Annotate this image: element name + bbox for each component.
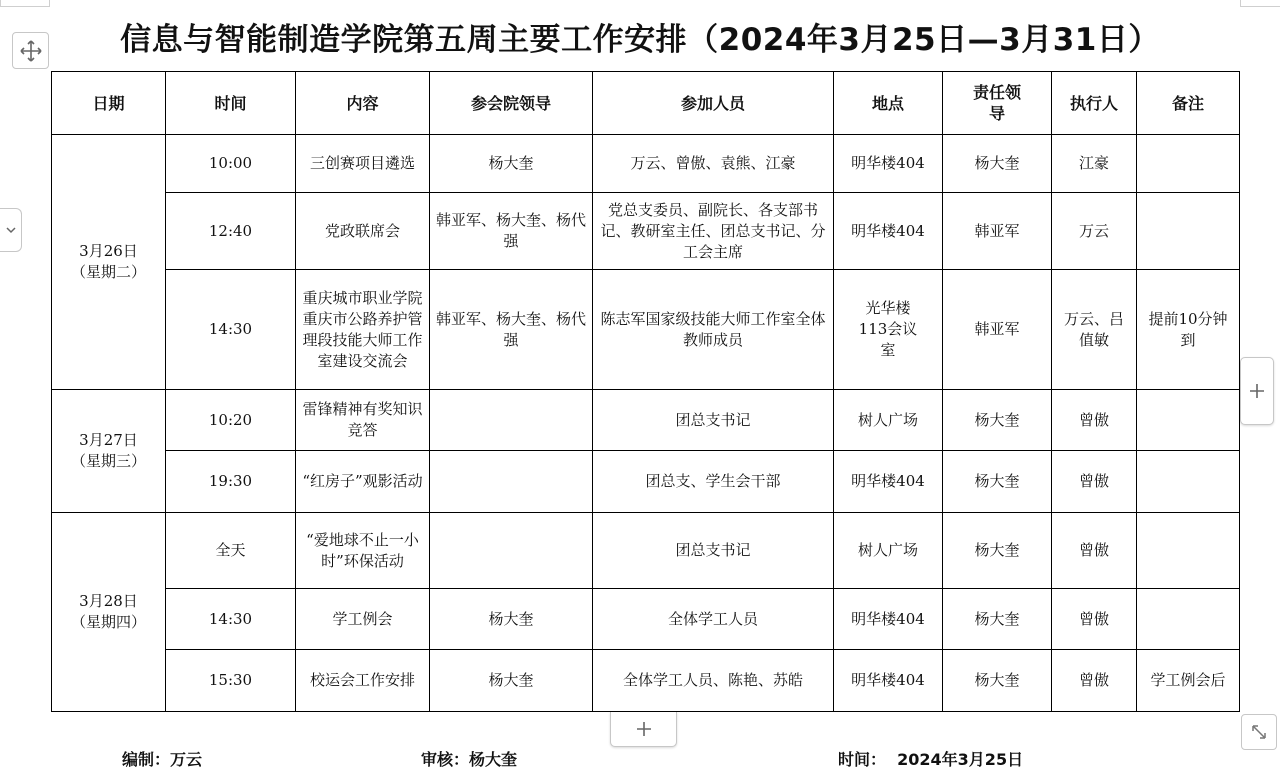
date-cell: 3月26日 （星期二） [52, 135, 166, 390]
time-cell: 10:20 [166, 390, 296, 451]
responsible-cell: 杨大奎 [943, 390, 1052, 451]
executor-cell: 江豪 [1052, 135, 1137, 193]
remarks-cell [1137, 135, 1240, 193]
responsible-cell: 杨大奎 [943, 650, 1052, 712]
page-title: 信息与智能制造学院第五周主要工作安排（2024年3月25日—3月31日） [120, 22, 1160, 58]
executor-cell: 曾傲 [1052, 513, 1137, 589]
page-edge-right [1240, 0, 1280, 7]
remarks-cell [1137, 589, 1240, 650]
add-column-button[interactable] [1240, 357, 1274, 425]
chevron-down-icon [5, 224, 17, 236]
remarks-cell [1137, 513, 1240, 589]
content-cell: 三创赛项目遴选 [296, 135, 430, 193]
leaders-cell [430, 390, 593, 451]
location-cell: 树人广场 [834, 513, 943, 589]
executor-cell: 万云 [1052, 193, 1137, 270]
leaders-cell [430, 451, 593, 513]
header-leaders: 参会院领导 [430, 72, 593, 135]
plus-icon [1248, 382, 1266, 400]
participants-cell: 团总支书记 [593, 390, 834, 451]
table-header-row [52, 72, 1240, 135]
content-cell: “红房子”观影活动 [296, 451, 430, 513]
responsible-cell: 杨大奎 [943, 513, 1052, 589]
executor-cell: 万云、吕值敏 [1052, 270, 1137, 390]
leaders-cell: 韩亚军、杨大奎、杨代强 [430, 270, 593, 390]
executor-cell: 曾傲 [1052, 390, 1137, 451]
table-row [52, 650, 1240, 712]
time-cell: 10:00 [166, 135, 296, 193]
time-cell: 12:40 [166, 193, 296, 270]
location-cell: 明华楼404 [834, 650, 943, 712]
executor-cell: 曾傲 [1052, 589, 1137, 650]
location-cell: 明华楼404 [834, 589, 943, 650]
table-row [52, 390, 1240, 451]
leaders-cell [430, 513, 593, 589]
time-cell: 14:30 [166, 589, 296, 650]
content-cell: 校运会工作安排 [296, 650, 430, 712]
header-responsible: 责任领导 [943, 72, 1052, 135]
table-row [52, 513, 1240, 589]
remarks-cell: 学工例会后 [1137, 650, 1240, 712]
leaders-cell: 杨大奎 [430, 135, 593, 193]
participants-cell: 团总支、学生会干部 [593, 451, 834, 513]
header-executor: 执行人 [1052, 72, 1137, 135]
executor-cell: 曾傲 [1052, 451, 1137, 513]
leaders-cell: 杨大奎 [430, 589, 593, 650]
header-time: 时间 [166, 72, 296, 135]
time-cell: 15:30 [166, 650, 296, 712]
table-row [52, 270, 1240, 390]
date-cell: 3月28日 （星期四） [52, 513, 166, 712]
participants-cell: 团总支书记 [593, 513, 834, 589]
participants-cell: 全体学工人员 [593, 589, 834, 650]
leaders-cell: 杨大奎 [430, 650, 593, 712]
content-cell: 重庆城市职业学院 重庆市公路养护管理段技能大师工作室建设交流会 [296, 270, 430, 390]
participants-cell: 陈志军国家级技能大师工作室全体教师成员 [593, 270, 834, 390]
header-remarks: 备注 [1137, 72, 1240, 135]
resize-diagonal-icon [1249, 722, 1269, 742]
time-cell: 全天 [166, 513, 296, 589]
table-row [52, 451, 1240, 513]
location-cell: 明华楼404 [834, 135, 943, 193]
date-cell: 3月27日 （星期三） [52, 390, 166, 513]
table-resize-handle[interactable] [1241, 714, 1277, 750]
executor-cell: 曾傲 [1052, 650, 1137, 712]
table-row [52, 589, 1240, 650]
content-cell: 党政联席会 [296, 193, 430, 270]
responsible-cell: 韩亚军 [943, 270, 1052, 390]
collapse-toggle[interactable] [0, 208, 22, 252]
remarks-cell [1137, 390, 1240, 451]
time-cell: 14:30 [166, 270, 296, 390]
time-cell: 19:30 [166, 451, 296, 513]
header-location: 地点 [834, 72, 943, 135]
footer-date: 时间： 2024年3月25日 [838, 750, 1024, 769]
participants-cell: 党总支委员、副院长、各支部书记、教研室主任、团总支书记、分工会主席 [593, 193, 834, 270]
add-row-button[interactable] [610, 712, 677, 747]
responsible-cell: 杨大奎 [943, 451, 1052, 513]
location-cell: 明华楼404 [834, 451, 943, 513]
responsible-cell: 杨大奎 [943, 589, 1052, 650]
content-cell: 学工例会 [296, 589, 430, 650]
remarks-cell [1137, 193, 1240, 270]
header-content: 内容 [296, 72, 430, 135]
footer-reviewer: 审核：杨大奎 [421, 750, 518, 769]
schedule-table [51, 71, 1240, 712]
location-cell: 明华楼404 [834, 193, 943, 270]
content-cell: 雷锋精神有奖知识竞答 [296, 390, 430, 451]
table-row [52, 135, 1240, 193]
leaders-cell: 韩亚军、杨大奎、杨代强 [430, 193, 593, 270]
footer-editor: 编制：万云 [122, 750, 203, 769]
responsible-cell: 韩亚军 [943, 193, 1052, 270]
table-row [52, 193, 1240, 270]
header-date: 日期 [52, 72, 166, 135]
remarks-cell: 提前10分钟到 [1137, 270, 1240, 390]
responsible-cell: 杨大奎 [943, 135, 1052, 193]
schedule-table-wrapper [51, 71, 1240, 712]
location-cell: 光华楼113会议室 [834, 270, 943, 390]
location-cell: 树人广场 [834, 390, 943, 451]
page-edge-left [0, 0, 50, 7]
header-participants: 参加人员 [593, 72, 834, 135]
participants-cell: 万云、曾傲、袁熊、江豪 [593, 135, 834, 193]
remarks-cell [1137, 451, 1240, 513]
plus-icon [635, 720, 653, 738]
content-cell: “爱地球不止一小时”环保活动 [296, 513, 430, 589]
participants-cell: 全体学工人员、陈艳、苏皓 [593, 650, 834, 712]
